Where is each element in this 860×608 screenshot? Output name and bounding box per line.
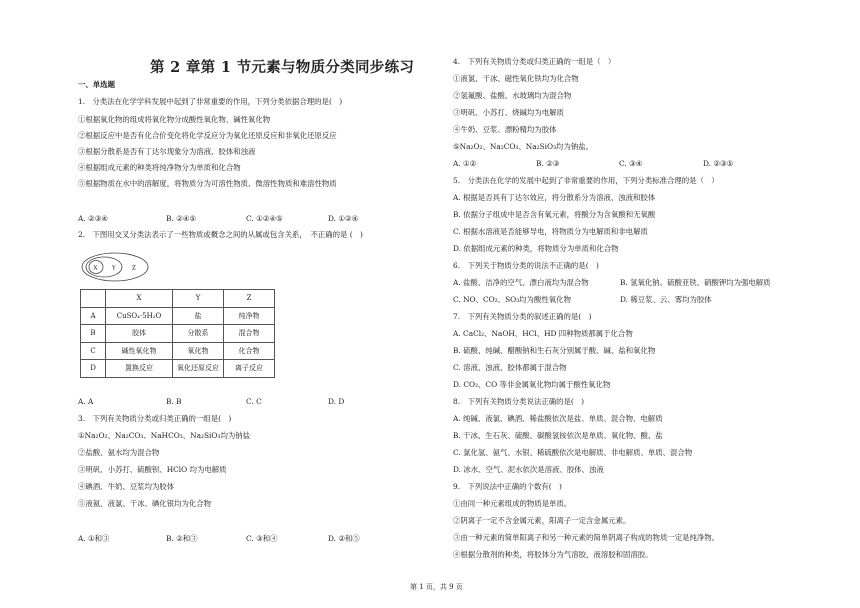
venn-label-x: X	[93, 265, 98, 272]
q3-stem: 3. 下列有关物质分类或归类正确的一组是( )	[78, 414, 232, 423]
q3-item: ④碘酒、牛奶、豆浆均为胶体	[78, 482, 175, 491]
q4-option-d[interactable]: D. ②③⑤	[703, 159, 734, 168]
q5-option-a[interactable]: A. 根据是否具有丁达尔效应，将分散系分为溶液、浊液和胶体	[453, 193, 656, 202]
section-heading: 一、单选题	[78, 80, 115, 89]
q9-item: ③由一种元素的简单阳离子和另一种元素的简单阴离子构成的物质一定是纯净物。	[453, 533, 720, 542]
q2-option-c[interactable]: C. C	[246, 397, 262, 406]
q2-option-b[interactable]: B. B	[166, 397, 182, 406]
q1-item: ③根据分散系是否有丁达尔现象分为溶液、胶体和浊液	[78, 147, 256, 156]
q9-stem: 9. 下列说法中正确的个数有( )	[453, 482, 562, 491]
table-cell: 盐	[173, 307, 224, 325]
q1-item: ④根据组成元素的种类将纯净物分为单质和化合物	[78, 163, 241, 172]
table-cell: D	[81, 360, 106, 378]
table-cell: 氧化还原反应	[173, 360, 224, 378]
q4-option-c[interactable]: C. ③④	[619, 159, 643, 168]
q7-option-b[interactable]: B. 硫酸、纯碱、醋酸钠和生石灰分别属于酸、碱、盐和氧化物	[453, 346, 656, 355]
q4-option-a[interactable]: A. ①②	[453, 159, 477, 168]
q3-item: ③明矾、小苏打、硫酸钡、HClO 均为电解质	[78, 465, 227, 474]
q9-item: ①由同一种元素组成的物质是单质。	[453, 499, 572, 508]
q3-item: ①Na₂O₂、Na₂CO₃、NaHCO₃、Na₂SiO₃均为钠盐	[78, 431, 251, 440]
q3-option-b[interactable]: B. ②和③	[166, 534, 198, 543]
table-row	[81, 307, 275, 325]
q6-stem: 6. 下列关于物质分类的说法不正确的是( )	[453, 261, 599, 270]
q2-table	[80, 289, 275, 378]
q1-option-a[interactable]: A. ②③④	[78, 214, 108, 223]
q4-option-b[interactable]: B. ②③	[536, 159, 560, 168]
q1-option-c[interactable]: C. ①②④⑤	[246, 214, 283, 223]
q4-item: ⑤Na₂O₂、Na₂CO₃、Na₂SiO₃均为钠盐。	[453, 142, 594, 151]
q7-option-d[interactable]: D. CO₂、CO 等非金属氧化物均属于酸性氧化物	[453, 380, 611, 389]
q1-item: ②根据反应中是否有化合价变化将化学反应分为氧化还原反应和非氧化还原反应	[78, 131, 337, 140]
q2-stem: 2. 下图用交叉分类法表示了一些物质或概念之间的从属或包含关系， 不正确的是 ( )	[78, 230, 363, 239]
venn-diagram	[80, 251, 150, 283]
q4-item: ④牛奶、豆浆、漂粉精均为胶体	[453, 125, 557, 134]
table-cell: 胶体	[106, 325, 173, 343]
q3-item: ⑤液氨、液氯、干冰、碘化银均为化合物	[78, 499, 212, 508]
q6-option-b[interactable]: B. 氢氧化钠、硫酸亚铁、硝酸钾均为强电解质	[620, 278, 771, 287]
table-row	[81, 325, 275, 343]
q3-option-d[interactable]: D. ②和⑤	[328, 534, 360, 543]
table-cell: A	[81, 307, 106, 325]
table-header-row	[81, 290, 275, 308]
table-cell: 置换反应	[106, 360, 173, 378]
table-cell: CuSO₄·5H₂O	[106, 307, 173, 325]
table-cell: 化合物	[224, 342, 275, 360]
table-cell: 混合物	[224, 325, 275, 343]
table-cell: Z	[224, 290, 275, 308]
q8-option-d[interactable]: D. 冰水、空气、泥水依次是溶液、胶体、浊液	[453, 465, 604, 474]
table-row	[81, 342, 275, 360]
q6-option-c[interactable]: C. NO、CO₂、SO₃均为酸性氧化物	[453, 295, 571, 304]
q3-option-c[interactable]: C. ③和④	[246, 534, 278, 543]
table-cell: 氧化物	[173, 342, 224, 360]
table-row	[81, 360, 275, 378]
venn-label-y: Y	[112, 265, 116, 272]
q6-option-d[interactable]: D. 稀豆浆、云、雾均为胶体	[620, 295, 712, 304]
table-cell: 分散系	[173, 325, 224, 343]
q6-option-a[interactable]: A. 盐酸、洁净的空气、漂白液均为混合物	[453, 278, 589, 287]
q2-option-a[interactable]: A. A	[78, 397, 94, 406]
q5-option-b[interactable]: B. 依据分子组成中是否含有氧元素，将酸分为含氧酸和无氧酸	[453, 210, 656, 219]
q5-option-d[interactable]: D. 依据组成元素的种类，将物质分为单质和化合物	[453, 244, 619, 253]
table-cell: B	[81, 325, 106, 343]
page-footer: 第 1 页，共 9 页	[410, 583, 463, 591]
q9-item: ②阴离子一定不含金属元素，阳离子一定含金属元素。	[453, 516, 631, 525]
q4-item: ①液氯、干冰、磁性氧化铁均为化合物	[453, 74, 579, 83]
table-cell: 碱性氧化物	[106, 342, 173, 360]
q8-option-a[interactable]: A. 纯碱、液氯、碘酒、稀盐酸依次是盐、单质、混合物、电解质	[453, 414, 663, 423]
q1-option-d[interactable]: D. ①②④	[328, 214, 359, 223]
q1-option-b[interactable]: B. ②④⑤	[166, 214, 197, 223]
q7-option-c[interactable]: C. 溶液、浊液、胶体都属于混合物	[453, 363, 567, 372]
q4-item: ②氢氟酸、盐酸、水玻璃均为混合物	[453, 91, 572, 100]
table-cell: X	[106, 290, 173, 308]
q5-option-c[interactable]: C. 根据水溶液是否能够导电，将物质分为电解质和非电解质	[453, 227, 648, 236]
q8-option-b[interactable]: B. 干冰、生石灰、硫酸、碳酸氢铵依次是单质、氧化物、酸、盐	[453, 431, 663, 440]
q2-option-d[interactable]: D. D	[328, 397, 345, 406]
venn-y-ellipse	[86, 257, 122, 277]
q1-item: ⑤根据物质在水中的溶解度，将物质分为可溶性物质、微溶性物质和难溶性物质	[78, 179, 337, 188]
table-cell: 离子反应	[224, 360, 275, 378]
q8-option-c[interactable]: C. 氯化氢、氨气、水银、稀硫酸依次是电解质、非电解质、单质、混合物	[453, 448, 693, 457]
table-cell	[81, 290, 106, 308]
q3-option-a[interactable]: A. ①和③	[78, 534, 110, 543]
q4-stem: 4. 下列有关物质分类或归类正确的一组是（ ）	[453, 57, 616, 66]
table-cell: 纯净物	[224, 307, 275, 325]
q4-item: ③明矾、小苏打、烧碱均为电解质	[453, 108, 564, 117]
table-cell: C	[81, 342, 106, 360]
q1-stem: 1. 分类法在化学学科发展中起到了非常重要的作用，下列分类依据合理的是( )	[78, 97, 343, 106]
page-title: 第 2 章第 1 节元素与物质分类同步练习	[150, 59, 415, 76]
q3-item: ②盐酸、氨水均为混合物	[78, 448, 160, 457]
q7-stem: 7. 下列有关物质分类的叙述正确的是( )	[453, 312, 592, 321]
table-cell: Y	[173, 290, 224, 308]
q5-stem: 5. 分类法在化学的发展中起到了非常重要的作用，下列分类标准合理的是（ ）	[453, 176, 719, 185]
q7-option-a[interactable]: A. CaCl₂、NaOH、HCl、HD 四种物质都属于化合物	[453, 329, 633, 338]
q8-stem: 8. 下列有关物质分类说法正确的是( )	[453, 397, 585, 406]
venn-label-z: Z	[132, 265, 136, 272]
q1-item: ①根据氧化物的组成将氧化物分成酸性氧化物、碱性氧化物	[78, 115, 271, 124]
q9-item: ④根据分散剂的种类，将胶体分为气溶胶，液溶胶和固溶胶。	[453, 550, 653, 559]
